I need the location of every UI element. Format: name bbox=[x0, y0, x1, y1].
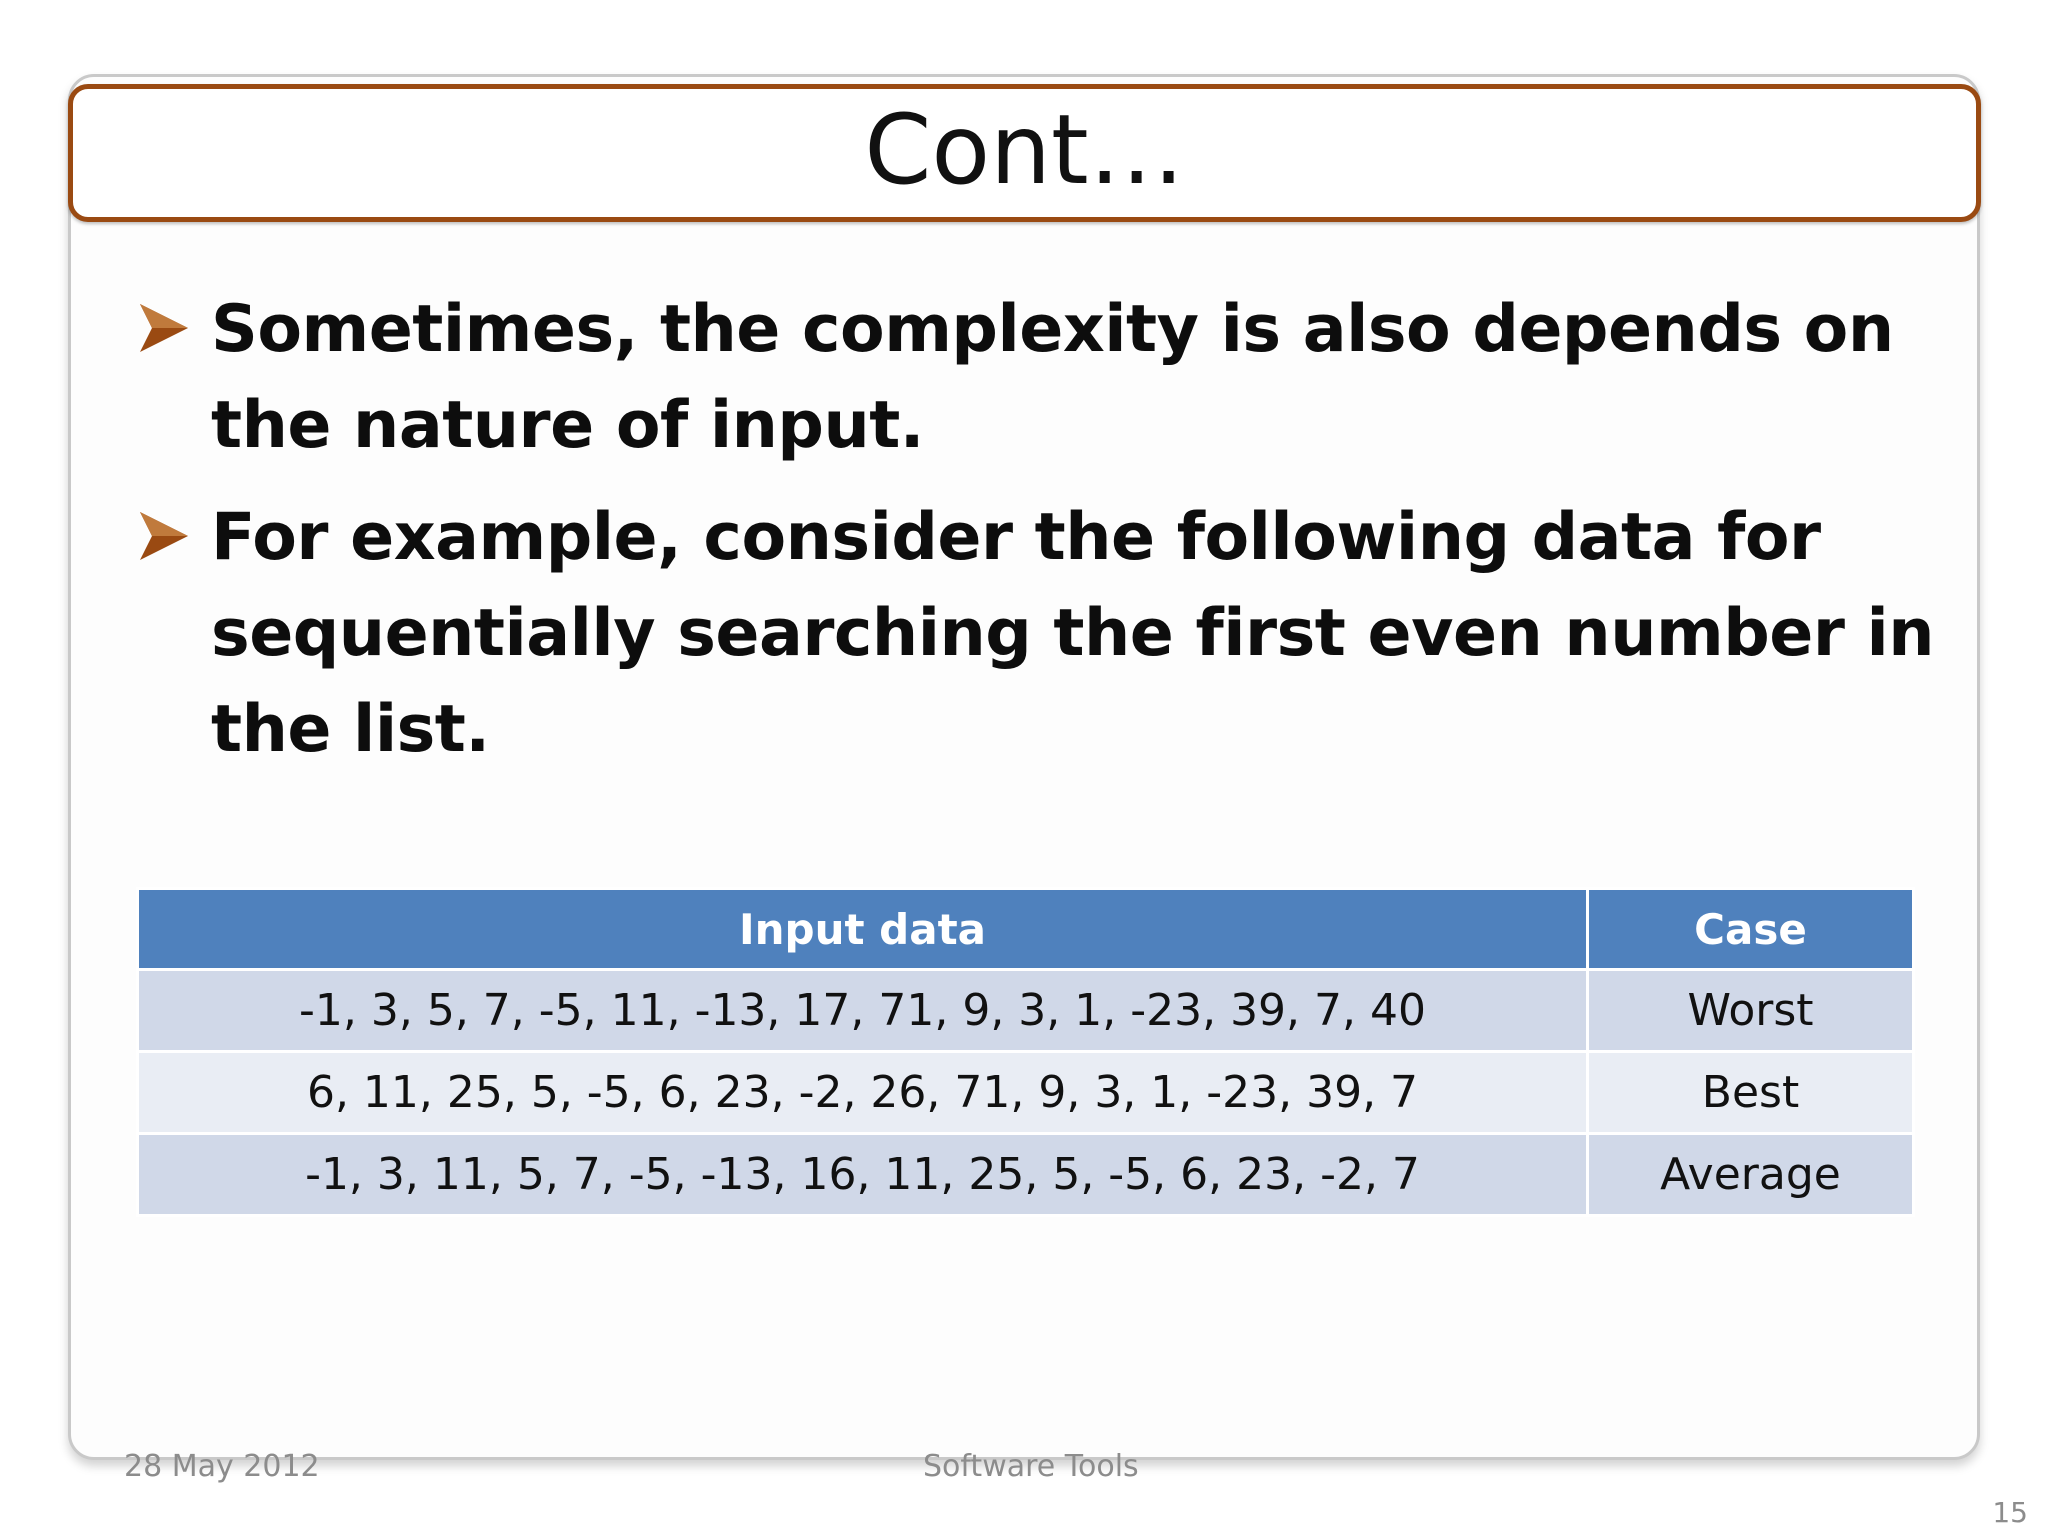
cell-case: Average bbox=[1588, 1134, 1914, 1216]
table-row bbox=[138, 1134, 1914, 1216]
arrowhead-bullet-icon bbox=[136, 508, 192, 564]
cell-case: Worst bbox=[1588, 970, 1914, 1052]
bullet-item bbox=[136, 282, 1936, 474]
arrowhead-bullet-icon bbox=[136, 300, 192, 356]
bullet-item bbox=[136, 490, 1936, 778]
header-input-data: Input data bbox=[138, 889, 1588, 970]
footer-title: Software Tools bbox=[923, 1449, 1139, 1484]
input-case-table bbox=[136, 887, 1915, 1217]
cell-input-data: 6, 11, 25, 5, -5, 6, 23, -2, 26, 71, 9, 3, 1, -23, 39, 7 bbox=[138, 1052, 1588, 1134]
bullet-text: Sometimes, the complexity is also depends on the nature of input. bbox=[211, 292, 1894, 463]
table-header-row bbox=[138, 889, 1914, 970]
cell-input-data: -1, 3, 11, 5, 7, -5, -13, 16, 11, 25, 5, -5, 6, 23, -2, 7 bbox=[138, 1134, 1588, 1216]
footer-date: 28 May 2012 bbox=[124, 1449, 320, 1484]
title-box bbox=[68, 84, 1981, 222]
cell-case: Best bbox=[1588, 1052, 1914, 1134]
bullet-text: For example, consider the following data for sequentially searching the first even number in the list. bbox=[211, 500, 1935, 767]
cell-input-data: -1, 3, 5, 7, -5, 11, -13, 17, 71, 9, 3, 1, -23, 39, 7, 40 bbox=[138, 970, 1588, 1052]
table-row bbox=[138, 970, 1914, 1052]
table-row bbox=[138, 1052, 1914, 1134]
slide-title: Cont… bbox=[864, 94, 1185, 206]
bullet-list bbox=[136, 282, 1936, 794]
header-case: Case bbox=[1588, 889, 1914, 970]
page-number: 15 bbox=[1992, 1496, 2028, 1529]
